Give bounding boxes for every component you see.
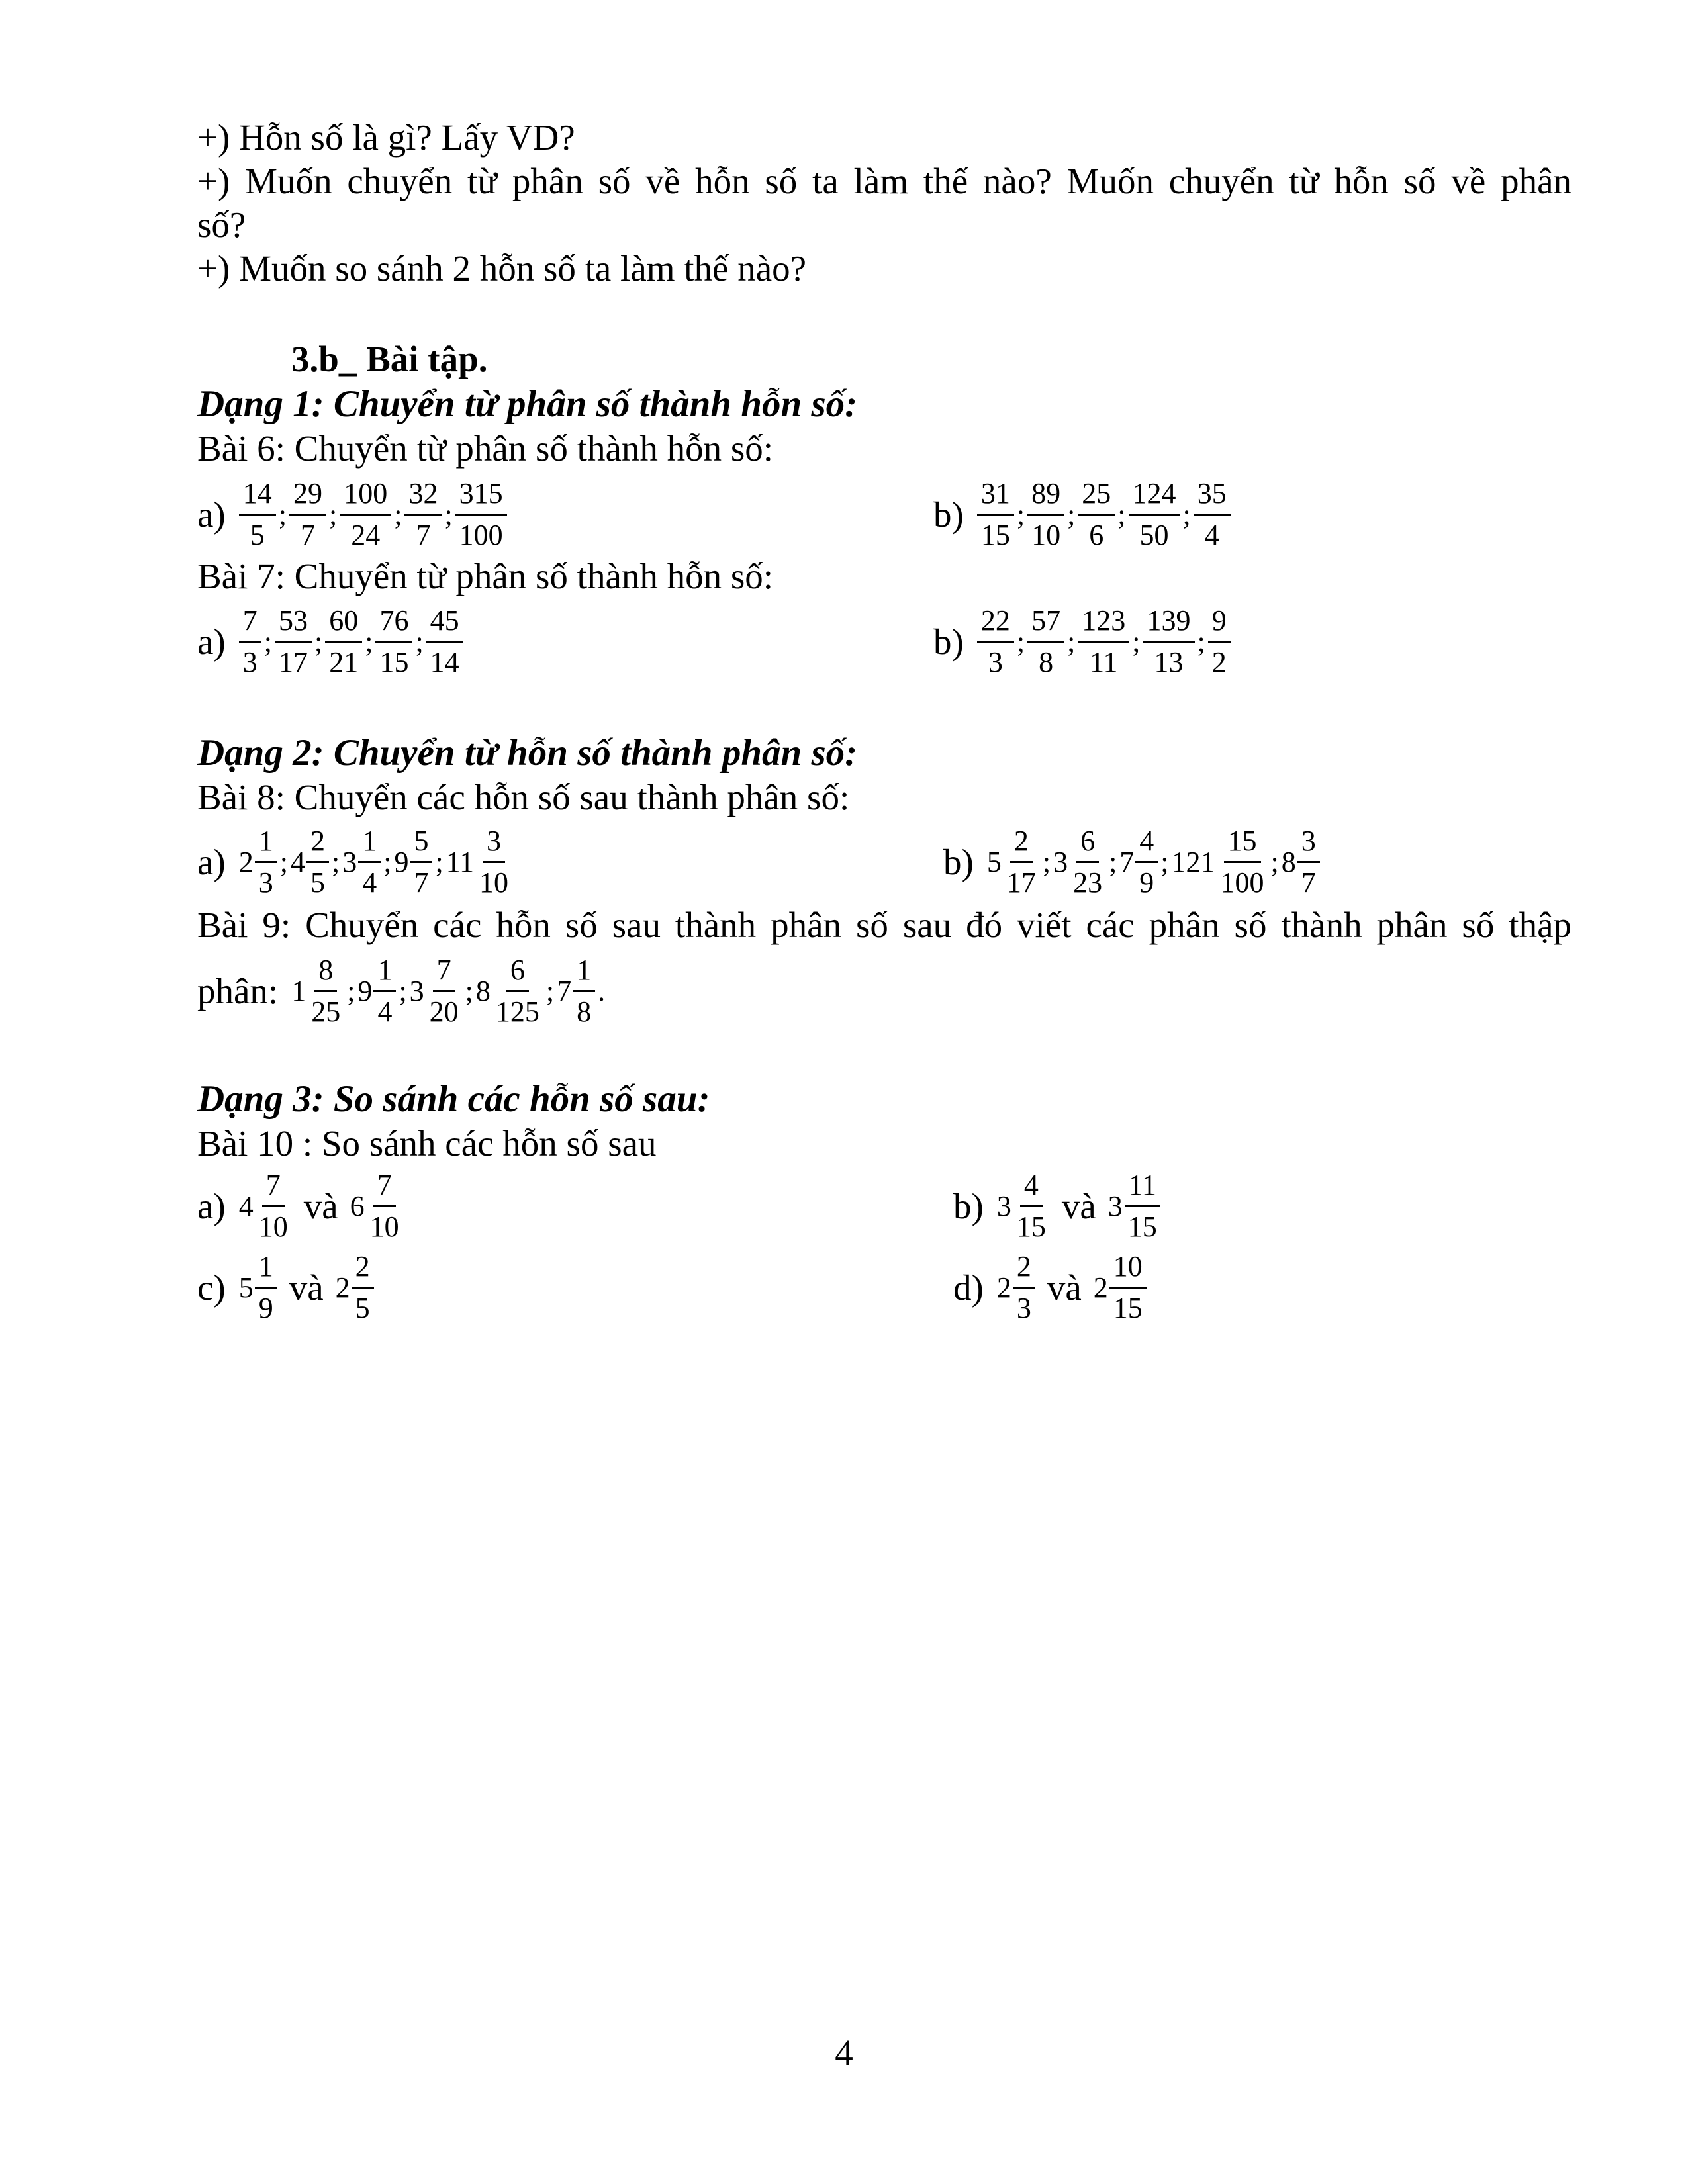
numerator: 1 [255,1250,277,1289]
fraction [306,824,329,900]
denominator: 15 [1016,1210,1046,1243]
denominator: 15 [379,646,409,678]
intro-question-2-line-1: +) Muốn chuyển từ phân số về hỗn số ta làm thế nào? Muốn chuyển từ hỗn số về phân [197,161,1571,201]
numerator: 100 [340,477,391,516]
denominator: 9 [258,1292,273,1324]
denominator: 3 [1016,1292,1031,1324]
denominator: 23 [1073,866,1103,899]
fraction [455,477,507,553]
denominator: 25 [311,995,341,1028]
fraction [352,1250,374,1326]
numerator: 6 [1076,824,1099,863]
bai-7-part-b [933,604,1232,680]
fraction [373,953,396,1029]
bai-9-line-1: Bài 9: Chuyển các hỗn số sau thành phân số sau đó viết các phân số thành phân số thập [197,905,1571,945]
numerator: 22 [977,604,1014,643]
numerator: 1 [255,824,277,863]
fraction [977,477,1014,553]
numerator: 10 [1109,1250,1147,1289]
separator: ; [545,975,555,1007]
whole-part: 4 [290,846,305,878]
fraction [410,824,432,900]
fraction-list [238,604,465,680]
denominator: 10 [479,866,509,899]
denominator: 15 [1113,1292,1143,1324]
whole-part: 4 [238,1190,254,1222]
section-title: 3.b_ Bài tập. [291,339,488,379]
denominator: 10 [369,1210,399,1243]
mixed-number [996,1250,1037,1326]
part-label: b) [943,842,974,882]
mixed-number [445,824,514,900]
dang-2-title: Dạng 2: Chuyển từ hỗn số thành phân số: [197,732,858,774]
fraction [275,604,312,680]
whole-part: 2 [238,846,254,878]
bai-7-label: Bài 7: Chuyển từ phân số thành hỗn số: [197,556,774,596]
whole-part: 8 [1281,846,1296,878]
denominator: 11 [1090,646,1118,678]
mixed-number [555,953,596,1029]
mixed-number [986,824,1041,900]
fraction [1135,824,1158,900]
whole-part: 9 [357,975,373,1007]
numerator: 5 [410,824,432,863]
numerator: 7 [239,604,261,643]
bai-6-part-a [197,477,508,553]
bai-6-label: Bài 6: Chuyển từ phân số thành hỗn số: [197,428,774,469]
numerator: 2 [306,824,329,863]
separator: ; [1132,625,1141,658]
intro-question-2-line-2: số? [197,205,246,245]
denominator: 5 [250,519,265,551]
numerator: 2 [1010,824,1033,863]
whole-part: 7 [1119,846,1135,878]
whole-part: 3 [996,1190,1011,1222]
fraction [358,824,381,900]
denominator: 8 [577,995,592,1028]
comparison [238,1168,404,1244]
separator: ; [1270,846,1279,878]
connector-va: và [1047,1267,1082,1308]
fraction [573,953,595,1029]
mixed-number [393,824,434,900]
separator: ; [347,975,355,1007]
bai-10-part-d [953,1250,1148,1326]
separator: ; [314,625,323,658]
mixed-number-list [290,953,596,1029]
whole-part: 11 [445,846,475,878]
bai-8-part-b [943,824,1321,900]
separator: ; [1042,846,1051,878]
bai-10-part-c [197,1250,375,1326]
numerator: 32 [404,477,442,516]
numerator: 53 [275,604,312,643]
numerator: 1 [573,953,595,992]
mixed-number-list [986,824,1321,900]
fraction [239,477,276,553]
fraction [375,604,412,680]
bai-8-part-a [197,824,514,900]
denominator: 20 [429,995,459,1028]
numerator: 45 [426,604,463,643]
numerator: 31 [977,477,1014,516]
fraction [239,604,261,680]
fraction [1143,604,1195,680]
denominator: 21 [329,646,359,678]
denominator: 7 [414,866,429,899]
numerator: 1 [358,824,381,863]
mixed-number [996,1168,1051,1244]
numerator: 315 [455,477,507,516]
whole-part: 5 [986,846,1002,878]
page-number: 4 [835,2032,853,2073]
fraction [475,824,512,900]
numerator: 4 [1135,824,1158,863]
fraction [255,1250,277,1326]
fraction [1078,604,1129,680]
denominator: 9 [1139,866,1154,899]
fraction [1129,477,1180,553]
comparison [238,1250,375,1326]
whole-part: 7 [557,975,572,1007]
bai-8-label: Bài 8: Chuyển các hỗn số sau thành phân số: [197,777,850,817]
bai-10-part-b [953,1168,1162,1244]
denominator: 100 [459,519,503,551]
whole-part: 3 [342,846,357,878]
numerator: 7 [262,1168,285,1207]
end-period: . [598,975,606,1007]
fraction [426,604,463,680]
numerator: 1 [373,953,396,992]
numerator: 3 [483,824,505,863]
numerator: 11 [1125,1168,1160,1207]
mixed-number [1280,824,1321,900]
numerator: 14 [239,477,276,516]
fraction [1217,824,1268,900]
mixed-number [238,1168,293,1244]
whole-part: 2 [996,1271,1011,1304]
fraction [492,953,543,1029]
mixed-number [290,953,346,1029]
denominator: 14 [430,646,459,678]
whole-part: 3 [409,975,424,1007]
whole-part: 6 [350,1190,365,1222]
mixed-number [238,824,279,900]
bai-10-label: Bài 10 : So sánh các hỗn số sau [197,1123,657,1163]
fraction [1109,1250,1147,1326]
dang-1-title: Dạng 1: Chuyển từ phân số thành hỗn số: [197,383,858,425]
numerator: 4 [1020,1168,1043,1207]
bai-6-part-b [933,477,1232,553]
part-label: a) [197,494,226,535]
mixed-number [475,953,545,1029]
fraction [1208,604,1231,680]
fraction-list [976,477,1232,553]
fraction [1069,824,1106,900]
fraction [1124,1168,1161,1244]
numerator: 29 [289,477,326,516]
numerator: 2 [1013,1250,1035,1289]
fraction [1027,477,1064,553]
numerator: 124 [1129,477,1180,516]
separator: ; [383,846,392,878]
mixed-number [356,953,397,1029]
denominator: 8 [1039,646,1054,678]
fraction [1027,604,1064,680]
separator: ; [328,498,338,531]
fraction [340,477,391,553]
numerator: 8 [314,953,337,992]
denominator: 5 [355,1292,370,1324]
separator: ; [365,625,373,658]
comparison [996,1168,1162,1244]
mixed-number [1092,1250,1148,1326]
whole-part: 3 [1107,1190,1123,1222]
separator: ; [1016,625,1025,658]
bai-7-part-a [197,604,465,680]
denominator: 15 [1127,1210,1157,1243]
numerator: 3 [1297,824,1320,863]
intro-question-3: +) Muốn so sánh 2 hỗn số ta làm thế nào? [197,248,807,289]
denominator: 125 [495,995,539,1028]
fraction [325,604,362,680]
fraction-list [976,604,1232,680]
numerator: 9 [1208,604,1231,643]
numerator: 25 [1078,477,1115,516]
denominator: 50 [1139,519,1169,551]
separator: ; [1067,625,1076,658]
separator: ; [1016,498,1025,531]
fraction [977,604,1014,680]
part-label: b) [933,494,964,535]
denominator: 5 [310,866,325,899]
denominator: 4 [1204,519,1219,551]
denominator: 3 [988,646,1003,678]
separator: ; [331,846,340,878]
denominator: 17 [1006,866,1036,899]
whole-part: 3 [1053,846,1068,878]
numerator: 60 [325,604,362,643]
comparison [996,1250,1148,1326]
whole-part: 121 [1171,846,1215,878]
numerator: 6 [506,953,529,992]
connector-va: và [303,1186,338,1226]
fraction [255,824,277,900]
numerator: 123 [1078,604,1129,643]
part-label: a) [197,1186,226,1226]
part-label: a) [197,621,226,662]
separator: ; [1109,846,1117,878]
part-label: b) [933,621,964,662]
whole-part: 9 [394,846,409,878]
fraction-list [238,477,508,553]
fraction [1297,824,1320,900]
separator: ; [394,498,402,531]
denominator: 10 [1031,519,1061,551]
mixed-number [341,824,382,900]
fraction [255,1168,292,1244]
part-label: a) [197,842,226,882]
separator: ; [279,846,288,878]
whole-part: 5 [238,1271,254,1304]
whole-part: 2 [1093,1271,1108,1304]
denominator: 2 [1211,646,1227,678]
whole-part: 2 [335,1271,350,1304]
phan-prefix: phân: [197,971,279,1011]
part-label: c) [197,1267,226,1308]
numerator: 7 [433,953,455,992]
bai-9-line-2 [197,953,606,1029]
denominator: 100 [1220,866,1264,899]
mixed-number [1107,1168,1162,1244]
separator: ; [1067,498,1076,531]
denominator: 15 [980,519,1010,551]
denominator: 13 [1154,646,1184,678]
denominator: 24 [351,519,381,551]
numerator: 89 [1027,477,1064,516]
denominator: 17 [278,646,308,678]
numerator: 57 [1027,604,1064,643]
separator: ; [415,625,424,658]
numerator: 35 [1194,477,1231,516]
numerator: 139 [1143,604,1195,643]
mixed-number [334,1250,375,1326]
mixed-number [408,953,464,1029]
fraction [307,953,344,1029]
dang-3-title: Dạng 3: So sánh các hỗn số sau: [197,1078,710,1120]
mixed-number-list [238,824,514,900]
separator: ; [1197,625,1205,658]
denominator: 7 [300,519,315,551]
numerator: 15 [1224,824,1261,863]
fraction [1013,1250,1035,1326]
part-label: d) [953,1267,984,1308]
denominator: 10 [258,1210,288,1243]
whole-part: 1 [291,975,306,1007]
separator: ; [444,498,453,531]
mixed-number [238,1250,279,1326]
separator: ; [1182,498,1191,531]
denominator: 3 [258,866,273,899]
fraction [1003,824,1040,900]
separator: ; [399,975,407,1007]
fraction [426,953,463,1029]
separator: ; [465,975,473,1007]
separator: ; [263,625,272,658]
intro-question-1: +) Hỗn số là gì? Lấy VD? [197,117,575,158]
connector-va: và [289,1267,324,1308]
mixed-number [1118,824,1159,900]
separator: ; [1160,846,1169,878]
bai-10-part-a [197,1168,404,1244]
fraction [1013,1168,1050,1244]
numerator: 7 [373,1168,396,1207]
denominator: 6 [1089,519,1104,551]
denominator: 3 [242,646,258,678]
denominator: 7 [1301,866,1316,899]
fraction [366,1168,403,1244]
fraction [1194,477,1231,553]
mixed-number [349,1168,404,1244]
whole-part: 8 [475,975,491,1007]
denominator: 4 [362,866,377,899]
mixed-number [1170,824,1270,900]
part-label: b) [953,1186,984,1226]
denominator: 4 [377,995,393,1028]
separator: ; [435,846,444,878]
separator: ; [278,498,287,531]
numerator: 76 [375,604,412,643]
numerator: 2 [352,1250,374,1289]
separator: ; [1117,498,1126,531]
mixed-number [289,824,330,900]
connector-va: và [1061,1186,1096,1226]
fraction [1078,477,1115,553]
fraction [404,477,442,553]
mixed-number [1052,824,1107,900]
denominator: 7 [416,519,431,551]
fraction [289,477,326,553]
